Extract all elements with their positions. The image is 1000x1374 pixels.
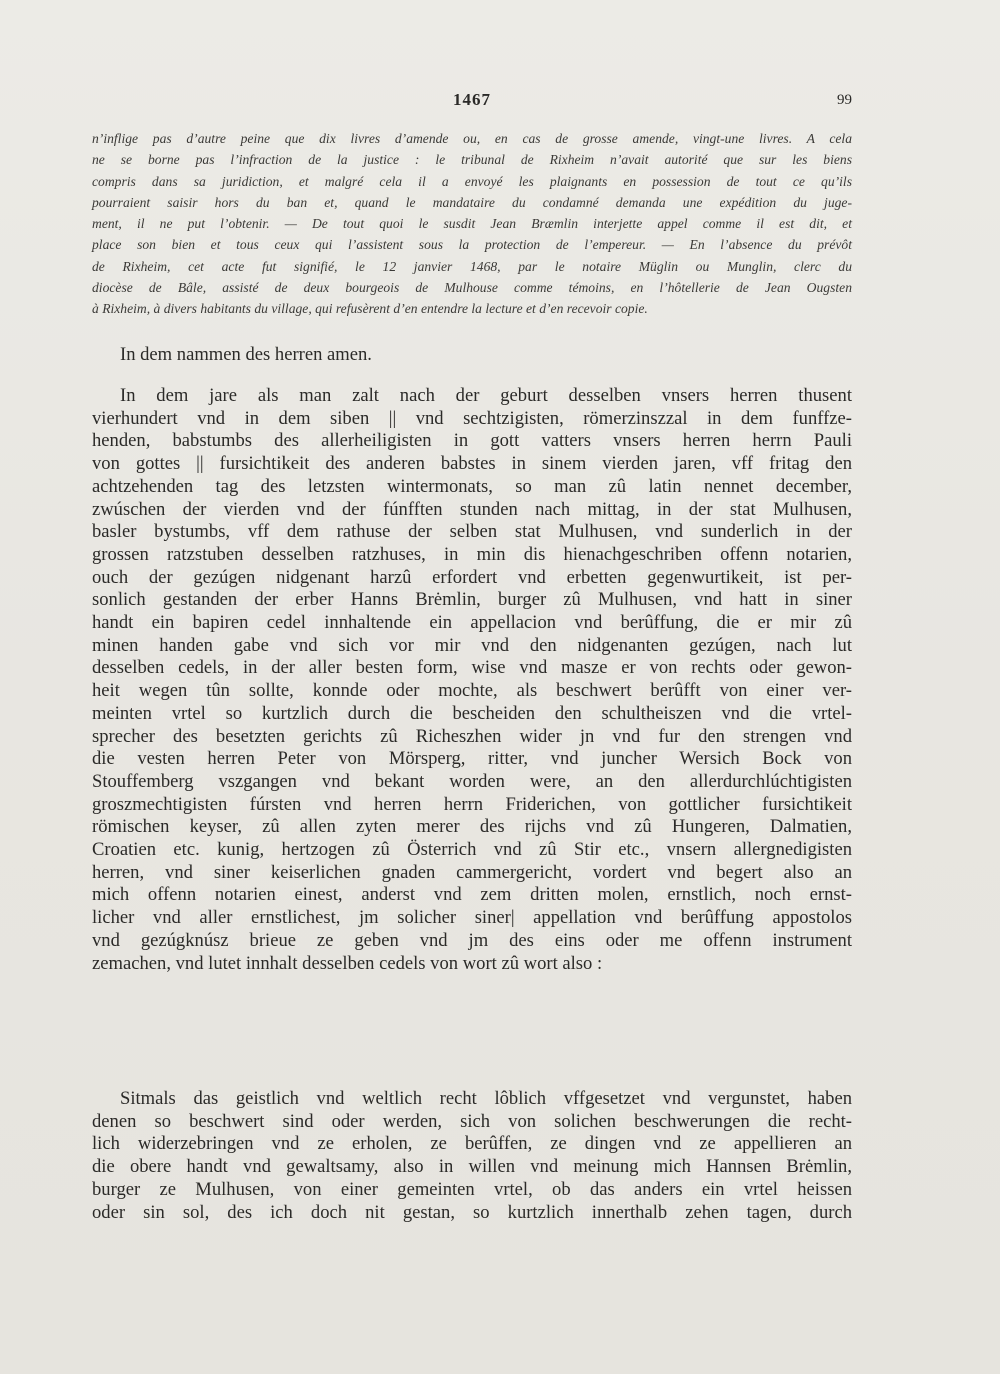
text-line: Stouffemberg vszgangen vnd bekant worden were, an den allerdurchlúchtigisten [92,770,852,792]
text-line: Sitmals das geistlich vnd weltlich recht lôblich vffgesetzet vnd vergunstet, haben [120,1088,852,1109]
text-line: von gottes || fursichtikeit des anderen babstes in sinem vierden jaren, vff fritag den [92,453,852,475]
text-line: minen handen gabe vnd sich vor mir vnd den nidgenanten gezúgen, nach lut [92,634,852,656]
text-line: desselben cedels, in der aller besten form, wise vnd masze er von rechts oder gewon- [92,657,852,679]
text-line: sprecher des besetzten gerichts zû Richeszhen wider jn vnd fur den strengen vnd [92,725,852,747]
summary-line: place son bien et tous ceux qui l’assistent sous la protection de l’empereur. — En l’absence du prévôt [92,237,852,253]
text-line: burger ze Mulhusen, von einer gemeinten vrtel, ob das anders ein vrtel heissen [92,1178,852,1200]
text-line: grossen ratzstuben desselben ratzhuses, in min dis hienachgeschriben offenn notarien, [92,543,852,565]
text-line: In dem jare als man zalt nach der geburt desselben vnsers herren thusent [120,385,852,406]
text-line: zemachen, vnd lutet innhalt desselben cedels von wort zû wort also : [92,952,603,974]
text-line: henden, babstumbs des allerheiligisten in gott vatters vnsers herren herrn Pauli [92,430,852,452]
text-line: ouch der gezúgen nidgenant harzû erfordert vnd erbetten gegenwurtikeit, ist per- [92,566,852,588]
summary-line: de Rixheim, cet acte fut signifié, le 12 janvier 1468, par le notaire Müglin ou Munglin, clerc du [92,258,852,274]
text-line: vierhundert vnd in dem siben || vnd sechtzigisten, römerzinszzal in dem funffze- [92,407,852,429]
invocation-line: In dem nammen des herren amen. [120,344,372,365]
text-line: basler bystumbs, vff dem rathuse der selben stat Mulhusen, vnd sunderlich in der [92,521,852,543]
french-summary [92,128,852,320]
text-line: handt ein bapiren cedel innhaltende ein appellacion vnd berûffung, die er mir zû [92,612,852,634]
text-line: sonlich gestanden der erber Hanns Brėmlin, burger zû Mulhusen, vnd hatt in siner [92,589,852,611]
text-line: meinten vrtel so kurtzlich durch die bescheiden den schultheiszen vnd die vrtel- [92,702,852,724]
text-line: herren, vnd siner keiserlichen gnaden cammergericht, vordert vnd begert also an [92,861,852,883]
text-line: die vesten herren Peter von Mörsperg, ritter, vnd juncher Wersich Bock von [92,748,852,770]
text-line: Croatien etc. kunig, hertzogen zû Österrich vnd zû Stir etc., vnsern allergnedigisten [92,839,852,861]
text-line: groszmechtigisten fúrsten vnd herren herrn Friderichen, von gottlicher fursichtikeit [92,793,852,815]
text-line: römischen keyser, zû allen zyten merer des rijchs vnd zû Hungeren, Dalmatien, [92,816,852,838]
appeal-paragraph [92,1088,852,1224]
running-title-year: 1467 [453,90,491,109]
text-line: lich widerzebringen vnd ze erholen, ze berûffen, ze dingen vnd ze appellieren an [92,1133,852,1155]
text-line: vnd gezúgknúsz brieue ze geben vnd jm des eins oder me offenn instrument [92,929,852,951]
summary-line: ne se borne pas l’infraction de la justice : le tribunal de Rixheim n’avait autorité que sur les biens [92,152,852,168]
summary-line: pourraient saisir hors du ban et, quand le mandataire du condamné demanda une expédition du juge- [92,194,852,210]
text-line: oder sin sol, des ich doch nit gestan, so kurtzlich innerthalb zehen tagen, durch [92,1201,852,1223]
summary-line: à Rixheim, à divers habitants du village, qui refusèrent d’en entendre la lecture et d’en recevoir copie. [92,301,648,317]
opening-invocation [92,344,852,367]
summary-line: compris dans sa juridiction, et malgré cela il a envoyé les plaignants en possession de tout ce qu’ils [92,173,852,189]
text-line: licher vnd aller ernstlichest, jm solicher siner| appellation vnd berûffung appostolos [92,907,852,929]
page-number: 99 [837,92,852,108]
text-line: die obere handt vnd gewaltsamy, also in willen vnd meinung mich Hannsen Brėmlin, [92,1156,852,1178]
summary-line: n’inflige pas d’autre peine que dix livres d’amende ou, en cas de grosse amende, vingt-une livres. A cela [92,131,852,146]
text-line: denen so beschwert sind oder werden, sich von solichen beschwerungen die recht- [92,1110,852,1132]
text-line: zwúschen der vierden vnd der fúnfften stunden nach mittag, in der stat Mulhusen, [92,498,852,520]
text-line: mich offenn notarien einest, anderst vnd zem dritten molen, ernstlich, noch ernst- [92,884,852,906]
summary-line: ment, il ne put l’obtenir. — De tout quoi le susdit Jean Bræmlin interjette appel comme il est dit, et [92,216,852,232]
text-line: achtzehenden tag des letzsten wintermonats, so man zû latin nennet december, [92,475,852,497]
main-paragraph [92,385,852,975]
text-line: heit wegen tûn sollte, konnde oder mochte, als beschwert berûfft von einer ver- [92,680,852,702]
page-header [92,90,852,116]
summary-line: diocèse de Bâle, assisté de deux bourgeois de Mulhouse comme témoins, en l’hôtellerie de Jean Ougsten [92,280,852,296]
